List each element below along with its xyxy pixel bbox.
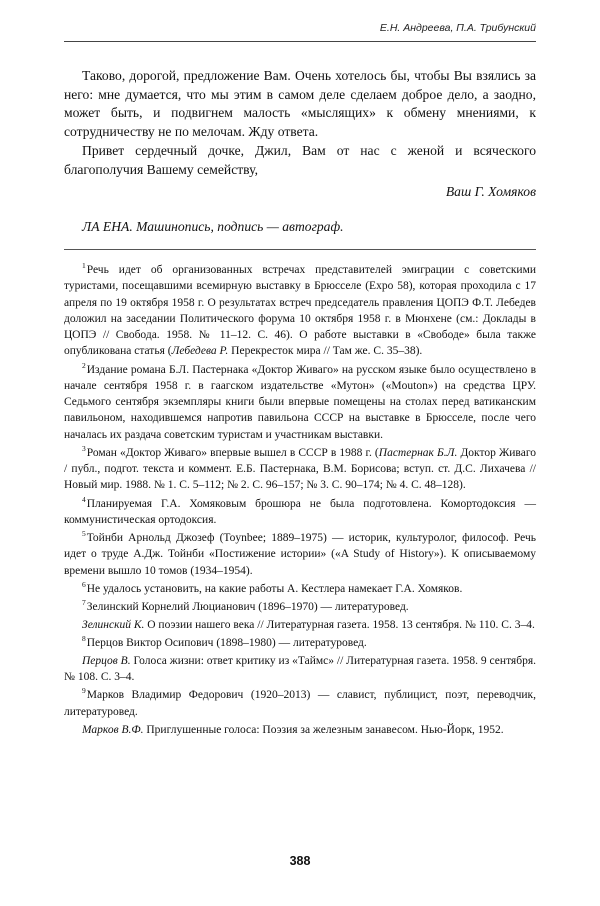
- footnote: $^7$Зелинский Корнелий Люцианович (1896–1970) — литературовед.: [82, 597, 409, 613]
- footnote: $^5$Тойнби Арнольд Джозеф (Toynbee; 1889–1975) — историк, культуролог, философ. Речь идет о труде А.Дж. Тойнби «Постижение истории» («A Study of History»). К описываемому времени вышло 10 томов (1934–1954).: [64, 528, 536, 577]
- letter-body: [64, 67, 536, 237]
- footnote: $^8$Перцов Виктор Осипович (1898–1980) — литературовед.: [82, 633, 367, 649]
- footnote: $^9$Марков Владимир Федорович (1920–2013) — славист, публицист, поэт, переводчик, литературовед.: [64, 686, 536, 718]
- footnote-reference: Перцов В. Голоса жизни: ответ критику из «Таймс» // Литературная газета. 1958. 9 сентября. № 108. С. 3–4.: [64, 655, 536, 684]
- footnote-reference: Марков В.Ф. Приглушенные голоса: Поэзия за железным занавесом. Нью-Йорк, 1952.: [82, 723, 504, 736]
- footnote: $^6$Не удалось установить, на какие работы А. Кестлера намекает Г.А. Хомяков.: [82, 579, 463, 595]
- footnotes: [64, 262, 536, 740]
- running-head: Е.Н. Андреева, П.А. Трибунский: [379, 22, 536, 34]
- footnote-number: 6: [82, 579, 86, 589]
- footnote-number: 8: [82, 633, 86, 643]
- footnote-separator: [64, 249, 536, 250]
- footnote-reference: Зелинский К. О поэзии нашего века // Литературная газета. 1958. 13 сентября. № 110. С. 3–4.: [82, 618, 535, 631]
- page-number: 388: [289, 854, 311, 868]
- archive-note: ЛА ЕНА. Машинопись, подпись — автограф.: [82, 218, 344, 234]
- footnote: $^1$Речь идет об организованных встречах представителей эмиграции с советскими туристами, посещавшими всемирную выставку в Брюсселе (Expo 58), которая проходила с 17 апреля по 19 октября 1958 г. О результатах встреч председатель правления ЦОПЭ Ф.Т. Лебедев доложил на заседании Политического форума 10 октября 1958 г. в Мюнхене (см.: Доклады в ЦОПЭ // Свобода. 1958. № 11–12. С. 46). О работе выставки в «Свободе» была также опубликована статья (Лебедева Р. Перекресток мира // Там же. С. 35–38).: [64, 261, 536, 358]
- footnote: $^4$Планируемая Г.А. Хомяковым брошюра не была подготовлена. Комортодоксия — коммунистическая ортодоксия.: [64, 494, 536, 526]
- footnote-number: 9: [82, 686, 86, 696]
- letter-signature: Ваш Г. Хомяков: [445, 184, 536, 200]
- footnote-number: 3: [82, 443, 86, 453]
- footnote-number: 4: [82, 494, 86, 504]
- footnote-number: 2: [82, 360, 86, 370]
- letter-paragraph: Таково, дорогой, предложение Вам. Очень хотелось бы, чтобы Вы взялись за него: мне думается, что мы этим в самом деле сделаем доброе дело, а заодно, может быть, и подвигнем малость «мыслящих» к обмену мнениями, к сотрудничеству не по мелочам. Жду ответа.: [64, 68, 536, 140]
- footnote-number: 7: [82, 597, 86, 607]
- footnote-number: 5: [82, 528, 86, 538]
- footnote: $^2$Издание романа Б.Л. Пастернака «Доктор Живаго» на русском языке было осуществлено в начале сентября 1958 г. в гаагском издательстве «Мутон» («Mouton») на средства ЦРУ. Седьмого сентября экземпляры книги были впервые помещены на столах перед ватиканским павильоном, находившемся напротив павильона СССР на выставке в Брюсселе, после чего началась их раздача советским туристам и участникам выставки.: [64, 360, 536, 441]
- footnote-number: 1: [82, 261, 86, 270]
- header-rule: [64, 41, 536, 42]
- footnote: $^3$Роман «Доктор Живаго» впервые вышел в СССР в 1988 г. (Пастернак Б.Л. Доктор Живаго / публ., подгот. текста и коммент. Е.Б. Пастернака, В.М. Борисова; вступ. ст. Д.С. Лихачева // Новый мир. 1988. № 1. С. 5–112; № 2. С. 96–157; № 3. С. 90–174; № 4. С. 48–128).: [64, 443, 536, 492]
- letter-paragraph: Привет сердечный дочке, Джил, Вам от нас с женой и всяческого благополучия Вашему семейству,: [64, 142, 536, 177]
